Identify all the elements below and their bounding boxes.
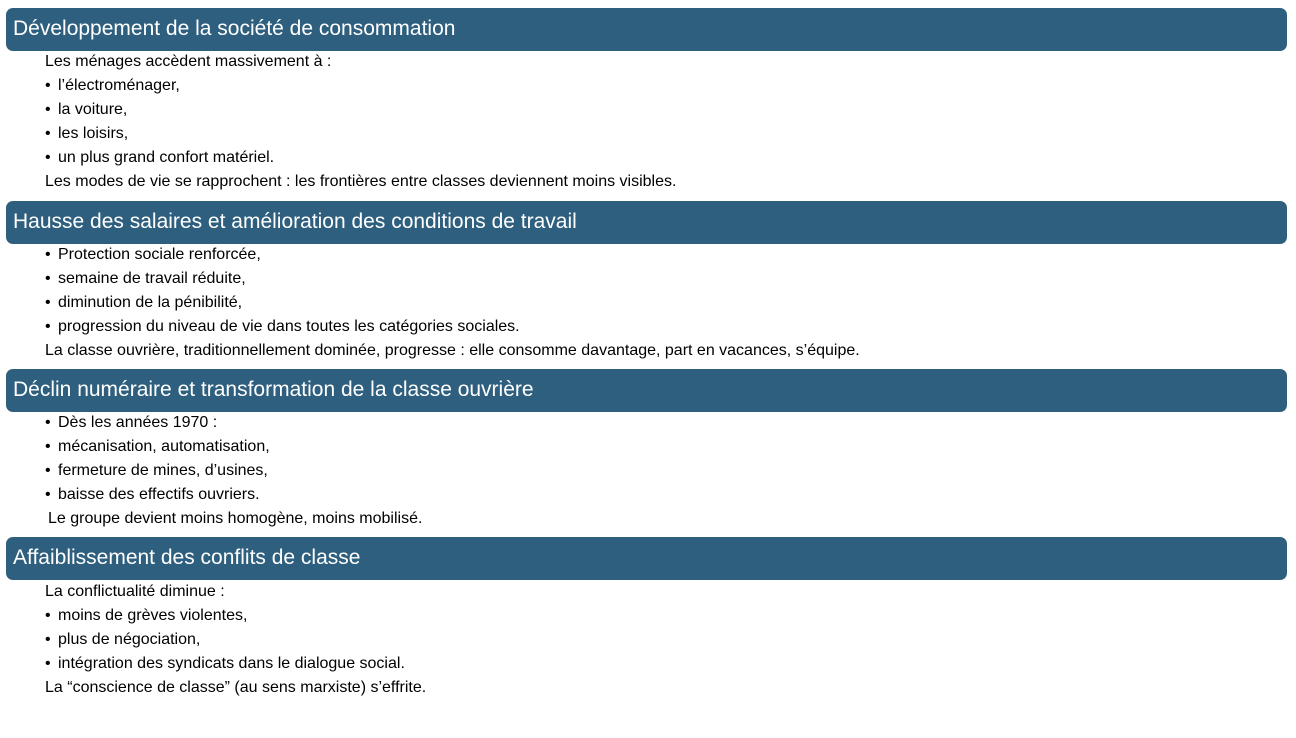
list-item-text: mécanisation, automatisation, — [58, 438, 270, 455]
bullet-marker: • — [45, 631, 51, 648]
section-header-salaires — [6, 201, 1287, 244]
bullet-marker: • — [45, 414, 51, 431]
section-title: Déclin numéraire et transformation de la classe ouvrière — [13, 378, 534, 401]
intro-line: La conflictualité diminue : — [45, 583, 225, 600]
list-item — [45, 435, 270, 459]
list-item-text: la voiture, — [58, 101, 128, 118]
list-item — [45, 315, 520, 339]
list-item — [45, 243, 261, 267]
section-title: Développement de la société de consommation — [13, 17, 456, 40]
list-item-text: diminution de la pénibilité, — [58, 294, 243, 311]
list-item-text: semaine de travail réduite, — [58, 270, 246, 287]
list-item-text: baisse des effectifs ouvriers. — [58, 486, 260, 503]
section-title: Hausse des salaires et amélioration des conditions de travail — [13, 210, 577, 233]
bullet-marker: • — [45, 149, 51, 166]
bullet-marker: • — [45, 101, 51, 118]
bullet-marker: • — [45, 77, 51, 94]
list-item-text: les loisirs, — [58, 125, 129, 142]
list-item — [45, 122, 128, 146]
list-item-text: moins de grèves violentes, — [58, 607, 248, 624]
bullet-marker: • — [45, 607, 51, 624]
list-item — [45, 459, 268, 483]
bullet-marker: • — [45, 270, 51, 287]
conclusion-line: Les modes de vie se rapprochent : les frontières entre classes deviennent moins visibles. — [45, 173, 677, 190]
conclusion-line: La “conscience de classe” (au sens marxiste) s’effrite. — [45, 679, 427, 696]
list-item — [45, 628, 200, 652]
list-item-text: l’électroménager, — [58, 77, 180, 94]
list-item — [45, 411, 217, 435]
section-header-declin — [6, 369, 1287, 412]
intro-line: Les ménages accèdent massivement à : — [45, 53, 332, 70]
list-item-text: plus de négociation, — [58, 631, 201, 648]
list-item — [45, 604, 247, 628]
bullet-marker: • — [45, 655, 51, 672]
list-item — [45, 652, 405, 676]
list-item — [45, 146, 274, 170]
conclusion-line: Le groupe devient moins homogène, moins mobilisé. — [48, 510, 423, 527]
section-title: Affaiblissement des conflits de classe — [13, 546, 361, 569]
bullet-marker: • — [45, 125, 51, 142]
list-item — [45, 98, 127, 122]
list-item-text: fermeture de mines, d’usines, — [58, 462, 268, 479]
list-item-text: progression du niveau de vie dans toutes les catégories sociales. — [58, 318, 520, 335]
list-item-text: un plus grand confort matériel. — [58, 149, 275, 166]
section-header-consommation — [6, 8, 1287, 51]
list-item — [45, 267, 246, 291]
bullet-marker: • — [45, 438, 51, 455]
list-item-text: intégration des syndicats dans le dialogue social. — [58, 655, 405, 672]
list-item-text: Protection sociale renforcée, — [58, 246, 261, 263]
bullet-marker: • — [45, 462, 51, 479]
bullet-marker: • — [45, 486, 51, 503]
list-item — [45, 483, 260, 507]
bullet-marker: • — [45, 246, 51, 263]
section-header-conflits — [6, 537, 1287, 580]
list-item — [45, 291, 242, 315]
bullet-marker: • — [45, 318, 51, 335]
list-item-text: Dès les années 1970 : — [58, 414, 218, 431]
conclusion-line: La classe ouvrière, traditionnellement dominée, progresse : elle consomme davantage, part en vacances, s’équipe. — [45, 342, 860, 359]
list-item — [45, 74, 180, 98]
bullet-marker: • — [45, 294, 51, 311]
